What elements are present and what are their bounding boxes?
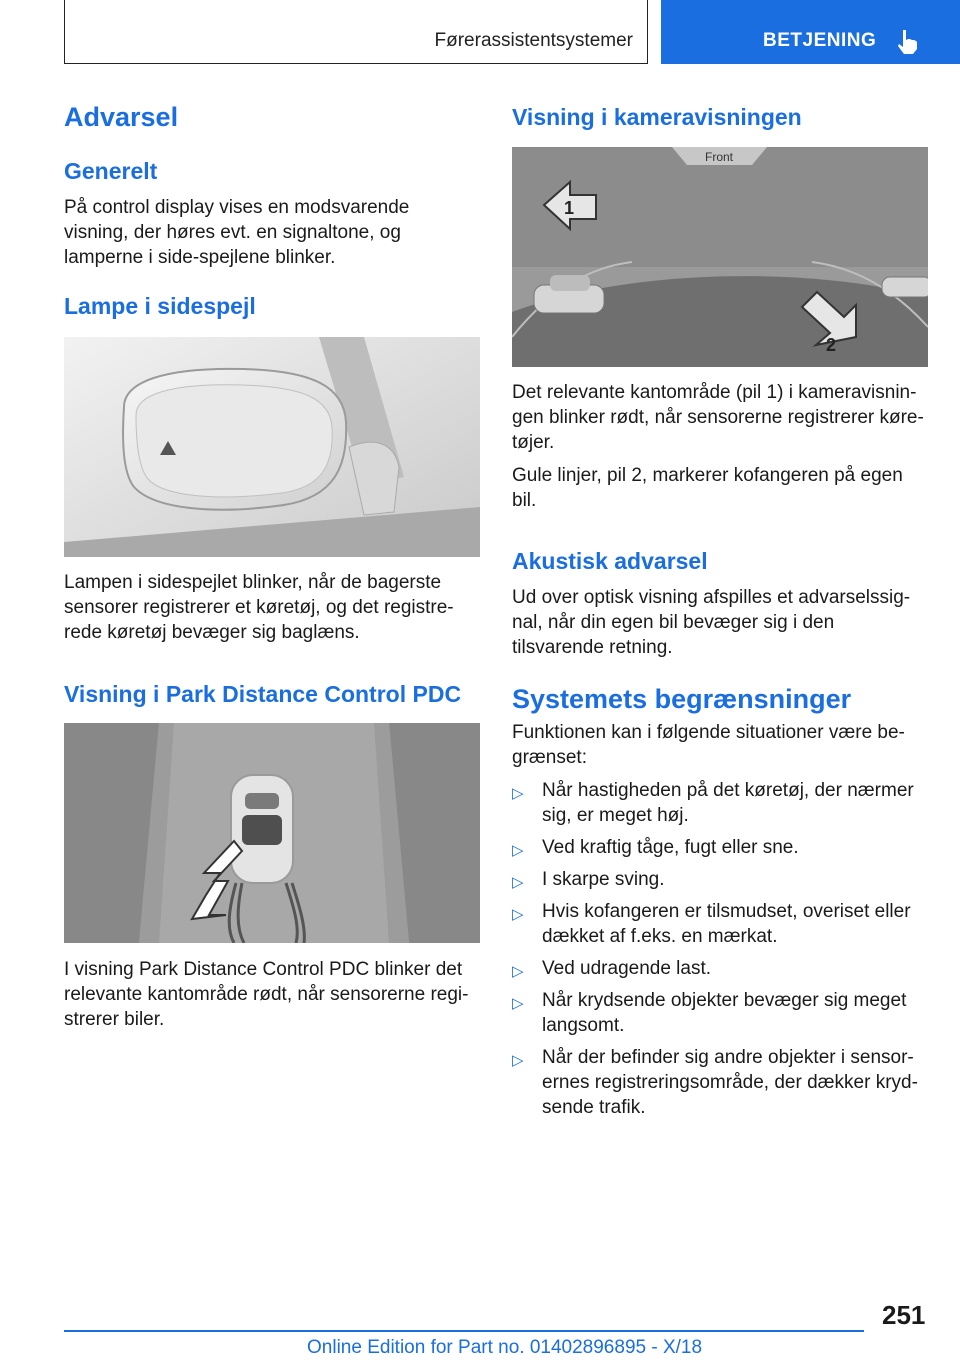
footer-divider [64,1330,864,1332]
page-number: 251 [882,1300,926,1330]
car-right [882,277,928,297]
text-begr-intro: Funktionen kan i følgende situationer være be-grænset: [512,722,905,768]
list-item: ▷ I skarpe sving. [512,867,928,892]
pdc-figure [64,723,480,943]
text-kamera-1: Det relevante kantområde (pil 1) i kameravisnin-gen blinker rødt, når sensorerne registrerer køre-tøjer. [512,382,924,453]
triangle-bullet-icon: ▷ [512,785,524,802]
mirror-lamp-figure [64,337,480,557]
list-item: ▷ Hvis kofangeren er tilsmudset, overiset eller dækket af f.eks. en mærkat. [512,901,911,947]
camera-arrow-2-label: 2 [826,335,837,355]
heading-akustisk: Akustisk advarsel [512,548,708,574]
triangle-bullet-icon: ▷ [512,963,524,980]
header-section-box [64,0,648,64]
text-akustisk: Ud over optisk visning afspilles et advarselssig-nal, når din egen bil bevæger sig i den tilsvarende retning. [512,587,911,658]
camera-arrow-1-label: 1 [564,198,575,218]
heading-pdc: Visning i Park Distance Control PDC [64,681,462,707]
heading-begraensninger: Systemets begrænsninger [512,684,852,714]
triangle-bullet-icon: ▷ [512,995,524,1012]
hand-pointer-icon [893,26,923,56]
heading-kamera: Visning i kameravisningen [512,104,802,130]
pdc-illustration [64,723,480,943]
triangle-bullet-icon: ▷ [512,874,524,891]
text-pdc-caption: I visning Park Distance Control PDC blinker det relevante kantområde rødt, når sensorerne regi-strerer biler. [64,959,469,1030]
list-item: ▷ Ved kraftig tåge, fugt eller sne. [512,835,928,860]
text-generelt: På control display vises en modsvarende visning, der høres evt. en signaltone, og lamperne i side-spejlene blinker. [64,197,410,268]
header-chapter-label: BETJENING [763,30,877,51]
text-lampe-caption: Lampen i sidespejlet blinker, når de bagerste sensorer registrerer et køretøj, og det registre-rede køretøj bevæger sig baglæns. [64,572,454,643]
camera-view-illustration [512,147,928,367]
mirror-lamp-illustration [64,337,480,557]
list-item: ▷ Når hastigheden på det køretøj, der nærmer sig, er meget høj. [512,780,914,826]
list-item: ▷ Når krydsende objekter bevæger sig meget langsomt. [512,990,907,1036]
triangle-bullet-icon: ▷ [512,1052,524,1069]
triangle-bullet-icon: ▷ [512,842,524,859]
footer-edition-link[interactable]: Online Edition for Part no. 01402896895 - X/18 [307,1337,703,1358]
heading-lampe: Lampe i sidespejl [64,293,256,319]
header-section-title: Førerassistentsystemer [434,30,633,51]
heading-generelt: Generelt [64,158,158,184]
triangle-bullet-icon: ▷ [512,906,524,923]
header-chapter-tab[interactable] [661,0,960,64]
text-kamera-2: Gule linjer, pil 2, markerer kofangeren på egen bil. [512,465,903,511]
list-item: ▷ Når der befinder sig andre objekter i sensor-ernes registreringsområde, der dækker kryd-sende trafik. [512,1047,918,1118]
camera-front-label: Front [705,150,734,164]
limitations-list [512,778,928,1127]
list-item: ▷ Ved udragende last. [512,956,928,981]
camera-view-figure [512,147,928,367]
page-title-advarsel: Advarsel [64,102,179,132]
